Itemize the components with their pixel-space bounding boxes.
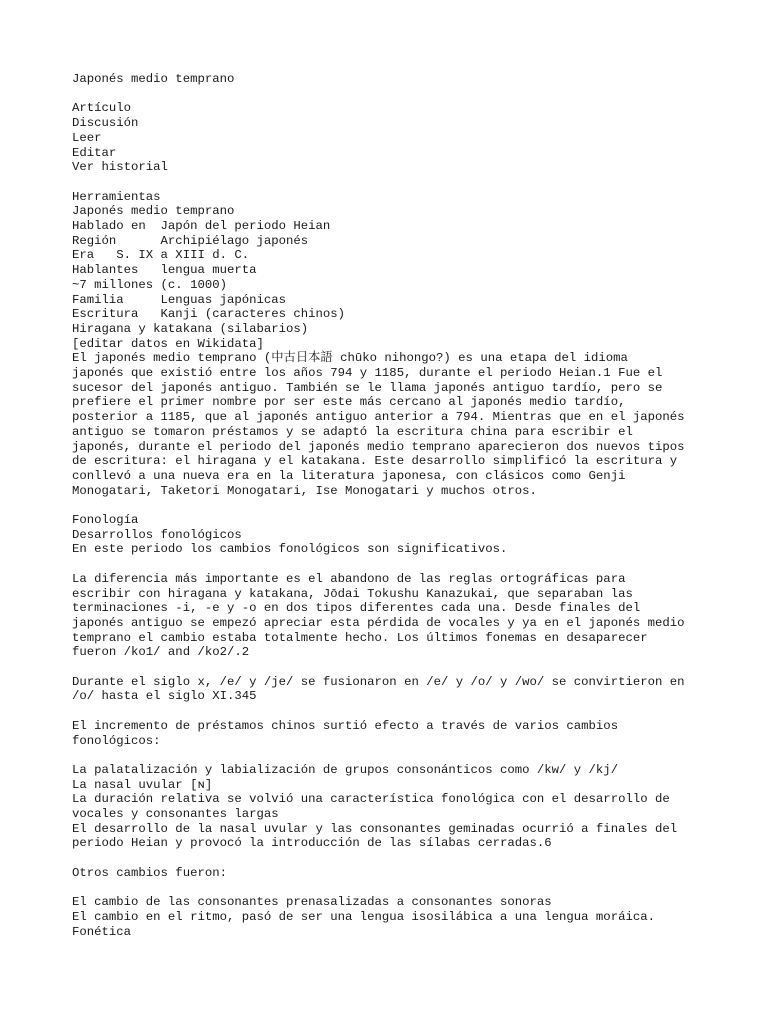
tab-article[interactable]: Artículo	[72, 101, 132, 116]
paragraph	[72, 572, 708, 660]
list-item: El cambio en el ritmo, pasó de ser una lengua isosilábica a una lengua moráica.	[72, 909, 655, 924]
list	[72, 895, 708, 924]
spacer	[72, 704, 708, 719]
subsection-heading: Desarrollos fonológicos	[72, 527, 242, 542]
list-item: El desarrollo de la nasal uvular y las consonantes geminadas ocurrió a finales del	[72, 821, 678, 836]
spacer	[72, 175, 708, 190]
text-line: sucesor del japonés antiguo. También se le llama japonés antiguo tardío, pero se	[72, 380, 663, 395]
list-item: La duración relativa se volvió una característica fonológica con el desarrollo de	[72, 792, 670, 807]
text-line: El incremento de préstamos chinos surtió efecto a través de varios cambios	[72, 718, 619, 733]
page-title: Japonés medio temprano	[72, 72, 235, 86]
text-line: de escritura: el hiragana y el katakana. Este desarrollo simplificó la escritura y	[72, 454, 678, 469]
page-nav	[72, 101, 708, 175]
infobox-title: Japonés medio temprano	[72, 204, 235, 219]
text-line: fonológicos:	[72, 733, 161, 748]
list-item: La palatalización y labialización de grupos consonánticos como /kw/ y /kj/	[72, 762, 619, 777]
infobox-row-era: Era S. IX a XIII d. C.	[72, 248, 250, 263]
tools-menu[interactable]: Herramientas	[72, 189, 161, 204]
text-line: prefiere el primer nombre por ser este más cercano al japonés medio tardío,	[72, 395, 626, 410]
edit-link[interactable]: Editar	[72, 145, 117, 160]
infobox-row-speakers: Hablantes lengua muerta	[72, 263, 257, 278]
list-item: La nasal uvular [ɴ]	[72, 777, 213, 792]
text-line: japonés antiguo se empezó apreciar esta pérdida de vocales y ya en el japonés medio	[72, 615, 685, 630]
infobox-row-spoken-in: Hablado en Japón del periodo Heian	[72, 219, 331, 233]
text-line: japonés que existió entre los años 794 y 1185, durante el periodo Heian.1 Fue el	[72, 366, 663, 381]
infobox-row-speakers-count: ~7 millones (c. 1000)	[72, 277, 227, 292]
text-line: /o/ hasta el siglo XI.345	[72, 689, 257, 704]
spacer	[72, 498, 708, 513]
text-line: El japonés medio temprano (中古日本語 chūko nihongo?) es una etapa del idioma	[72, 351, 628, 366]
infobox	[72, 204, 708, 351]
read-link[interactable]: Leer	[72, 130, 102, 145]
list-item: periodo Heian y provocó la introducción de las sílabas cerradas.6	[72, 836, 552, 851]
section-heading-phonology: Fonología	[72, 513, 139, 528]
infobox-row-region: Región Archipiélago japonés	[72, 233, 309, 248]
intro-paragraph	[72, 351, 708, 498]
paragraph: En este periodo los cambios fonológicos son significativos.	[72, 542, 508, 557]
text-line: fueron /ko1/ and /ko2/.2	[72, 645, 250, 660]
list	[72, 763, 708, 851]
paragraph	[72, 675, 708, 704]
text-line: Durante el siglo x, /e/ y /je/ se fusionaron en /e/ y /o/ y /wo/ se convirtieron en	[72, 674, 685, 689]
section-heading-phonetics: Fonética	[72, 924, 132, 939]
text-line: japonés, durante el periodo del japonés medio temprano aparecieron dos nuevos tipos	[72, 439, 685, 454]
spacer	[72, 660, 708, 675]
paragraph	[72, 719, 708, 748]
list-item: vocales y consonantes largas	[72, 807, 279, 822]
infobox-row-syllabaries: Hiragana y katakana (silabarios)	[72, 321, 309, 336]
spacer	[72, 557, 708, 572]
text-line: antiguo se tomaron préstamos y se adaptó la escritura china para escribir el	[72, 424, 633, 439]
text-line: terminaciones -i, -e y -o en dos tipos diferentes cada una. Desde finales del	[72, 601, 641, 616]
paragraph: Otros cambios fueron:	[72, 865, 227, 880]
text-line: conllevó a una nueva era en la literatura japonesa, con clásicos como Genji	[72, 468, 626, 483]
tab-discussion[interactable]: Discusión	[72, 116, 139, 131]
spacer	[72, 748, 708, 763]
spacer	[72, 881, 708, 896]
text-line: temprano el cambio estaba totalmente hecho. Los últimos fonemas en desaparecer	[72, 630, 648, 645]
text-line: escribir con hiragana y katakana, Jōdai Tokushu Kanazukai, que separaban las	[72, 586, 633, 601]
text-line: Monogatari, Taketori Monogatari, Ise Monogatari y muchos otros.	[72, 483, 537, 498]
infobox-row-family: Familia Lenguas japónicas	[72, 292, 287, 307]
wikidata-edit-link[interactable]: [editar datos en Wikidata]	[72, 336, 264, 351]
text-line: La diferencia más importante es el abandono de las reglas ortográficas para	[72, 571, 626, 586]
infobox-row-writing: Escritura Kanji (caracteres chinos)	[72, 307, 346, 322]
history-link[interactable]: Ver historial	[72, 160, 168, 175]
spacer	[72, 87, 708, 102]
list-item: El cambio de las consonantes prenasalizadas a consonantes sonoras	[72, 895, 552, 910]
spacer	[72, 851, 708, 866]
text-line: posterior a 1185, que al japonés antiguo anterior a 794. Mientras que en el japonés	[72, 410, 685, 425]
